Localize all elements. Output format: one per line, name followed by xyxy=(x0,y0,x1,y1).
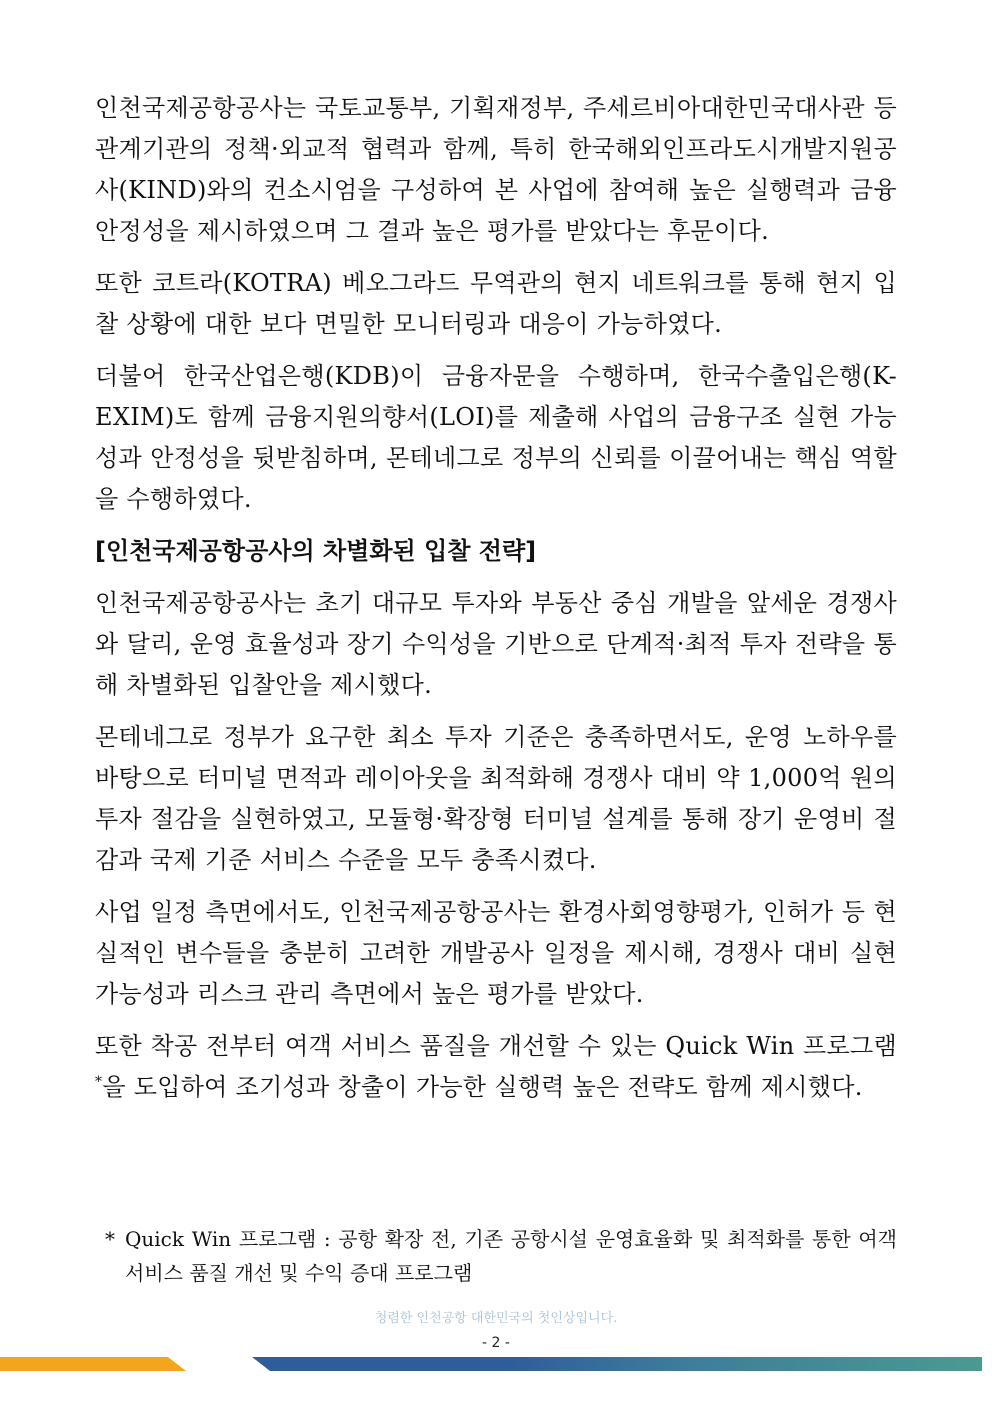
quick-win-text-after: 을 도입하여 조기성과 창출이 가능한 실행력 높은 전략도 함께 제시했다. xyxy=(102,1073,863,1101)
page-number: - 2 - xyxy=(482,1335,510,1351)
paragraph-schedule: 사업 일정 측면에서도, 인천국제공항공사는 환경사회영향평가, 인허가 등 현실적인 변수들을 충분히 고려한 개발공사 일정을 제시해, 경쟁사 대비 실현 가능성과 리스크 관리 측면에서 높은 평가를 받았다. xyxy=(95,898,897,1008)
footnote-mark: * xyxy=(105,1227,115,1251)
paragraph-finance: 더불어 한국산업은행(KDB)이 금융자문을 수행하며, 한국수출입은행(K-EXIM)도 함께 금융지원의향서(LOI)를 제출해 사업의 금융구조 실현 가능성과 안정성을 뒷받침하며, 몬테네그로 정부의 신뢰를 이끌어내는 핵심 역할을 수행하였다. xyxy=(95,362,897,513)
paragraph-kotra: 또한 코트라(KOTRA) 베오그라드 무역관의 현지 네트워크를 통해 현지 입찰 상황에 대한 보다 면밀한 모니터링과 대응이 가능하였다. xyxy=(95,269,897,338)
section-heading: [인천국제공항공사의 차별화된 입찰 전략] xyxy=(95,537,537,565)
footnote xyxy=(105,1222,897,1290)
footer-bar-blue xyxy=(252,1357,982,1371)
quick-win-text-before: 또한 착공 전부터 여객 서비스 품질을 개선할 수 있는 Quick Win 프로그램 xyxy=(95,1032,897,1060)
footnote-reference: * xyxy=(95,1074,103,1090)
paragraph-strategy: 인천국제공항공사는 초기 대규모 투자와 부동산 중심 개발을 앞세운 경쟁사와 달리, 운영 효율성과 장기 수익성을 기반으로 단계적·최적 투자 전략을 통해 차별화된 입찰안을 제시했다. xyxy=(95,589,897,699)
paragraph-quick-win xyxy=(95,1026,897,1108)
document-body xyxy=(95,88,897,1119)
paragraph-investment-savings: 몬테네그로 정부가 요구한 최소 투자 기준은 충족하면서도, 운영 노하우를 바탕으로 터미널 면적과 레이아웃을 최적화해 경쟁사 대비 약 1,000억 원의 투자 절감을 실현하였고, 모듈형·확장형 터미널 설계를 통해 장기 운영비 절감과 국제 기준 서비스 수준을 모두 충족시켰다. xyxy=(95,723,897,874)
footer-slogan: 청렴한 인천공항 대한민국의 첫인상입니다. xyxy=(374,1311,618,1326)
footnote-text: Quick Win 프로그램 : 공항 확장 전, 기존 공항시설 운영효율화 및 최적화를 통한 여객 서비스 품질 개선 및 수익 증대 프로그램 xyxy=(125,1227,897,1285)
footer-bar-orange xyxy=(0,1357,186,1371)
paragraph-consortium: 인천국제공항공사는 국토교통부, 기획재정부, 주세르비아대한민국대사관 등 관계기관의 정책·외교적 협력과 함께, 특히 한국해외인프라도시개발지원공사(KIND)와의 컨소시엄을 구성하여 본 사업에 참여해 높은 실행력과 금융 안정성을 제시하였으며 그 결과 높은 평가를 받았다는 후문이다. xyxy=(95,94,897,245)
